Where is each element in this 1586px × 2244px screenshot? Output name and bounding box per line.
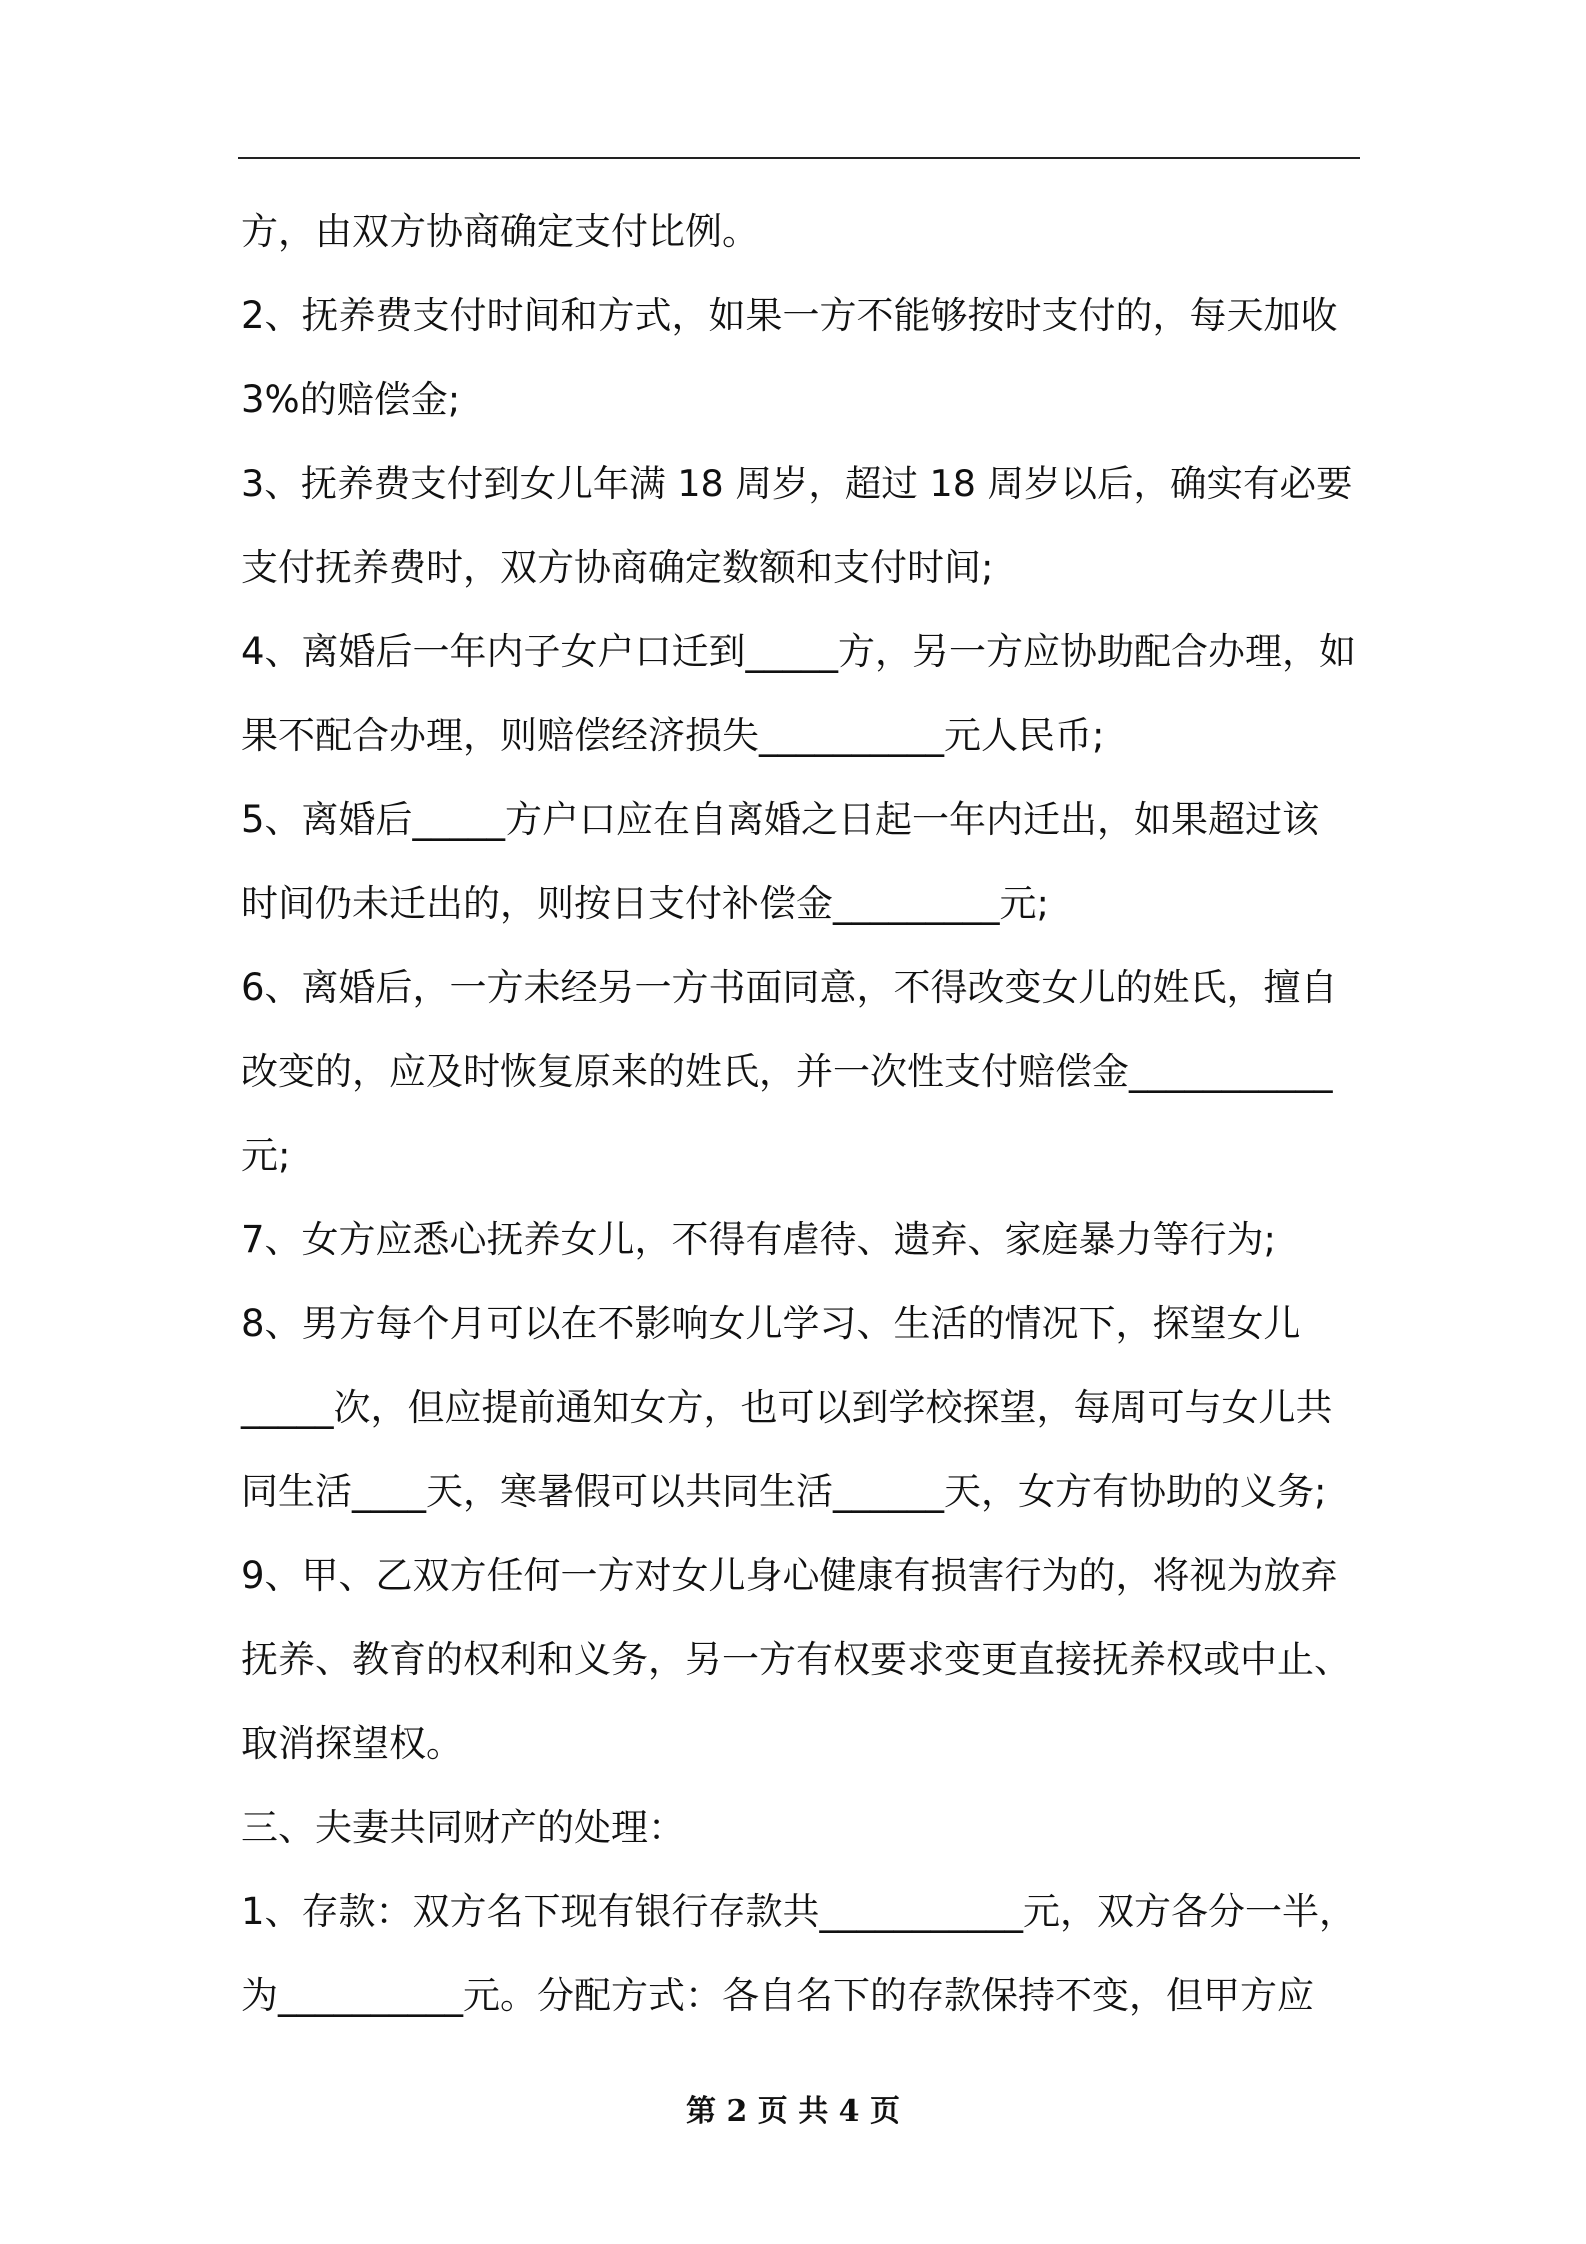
text-line: 5、离婚后_____方户口应在自离婚之日起一年内迁出，如果超过该 xyxy=(241,798,1320,841)
text-line: 9、甲、乙双方任何一方对女儿身心健康有损害行为的，将视为放弃 xyxy=(241,1554,1338,1597)
text-line: _____次，但应提前通知女方，也可以到学校探望，每周可与女儿共 xyxy=(241,1386,1333,1429)
page-number-footer: 第 2 页 共 4 页 xyxy=(686,2094,900,2129)
text-line: 同生活____天，寒暑假可以共同生活______天，女方有协助的义务; xyxy=(241,1470,1327,1513)
text-line: 时间仍未迁出的，则按日支付补偿金_________元; xyxy=(241,882,1049,925)
text-line: 元; xyxy=(241,1134,291,1177)
text-line: 为__________元。分配方式：各自名下的存款保持不变，但甲方应 xyxy=(241,1974,1314,2017)
text-line: 抚养、教育的权利和义务，另一方有权要求变更直接抚养权或中止、 xyxy=(241,1638,1351,1681)
text-line: 4、离婚后一年内子女户口迁到_____方，另一方应协助配合办理，如 xyxy=(241,630,1357,673)
header-rule xyxy=(238,157,1360,159)
text-line: 2、抚养费支付时间和方式，如果一方不能够按时支付的，每天加收 xyxy=(241,294,1338,337)
text-line: 取消探望权。 xyxy=(241,1722,463,1765)
text-line: 7、女方应悉心抚养女儿，不得有虐待、遗弃、家庭暴力等行为; xyxy=(241,1218,1277,1261)
text-line: 3%的赔偿金; xyxy=(241,378,461,421)
text-line: 6、离婚后，一方未经另一方书面同意，不得改变女儿的姓氏，擅自 xyxy=(241,966,1338,1009)
text-line: 支付抚养费时，双方协商确定数额和支付时间; xyxy=(241,546,994,589)
text-line: 果不配合办理，则赔偿经济损失__________元人民币; xyxy=(241,714,1105,757)
section-heading: 三、夫妻共同财产的处理： xyxy=(241,1806,685,1849)
text-line: 1、存款：双方名下现有银行存款共___________元，双方各分一半， xyxy=(241,1890,1357,1933)
text-line: 改变的，应及时恢复原来的姓氏，并一次性支付赔偿金___________ xyxy=(241,1050,1333,1093)
text-line: 方，由双方协商确定支付比例。 xyxy=(241,210,759,253)
text-line: 3、抚养费支付到女儿年满 18 周岁，超过 18 周岁以后，确实有必要 xyxy=(241,462,1353,505)
document-body xyxy=(241,190,1366,2038)
text-line: 8、男方每个月可以在不影响女儿学习、生活的情况下，探望女儿 xyxy=(241,1302,1301,1345)
